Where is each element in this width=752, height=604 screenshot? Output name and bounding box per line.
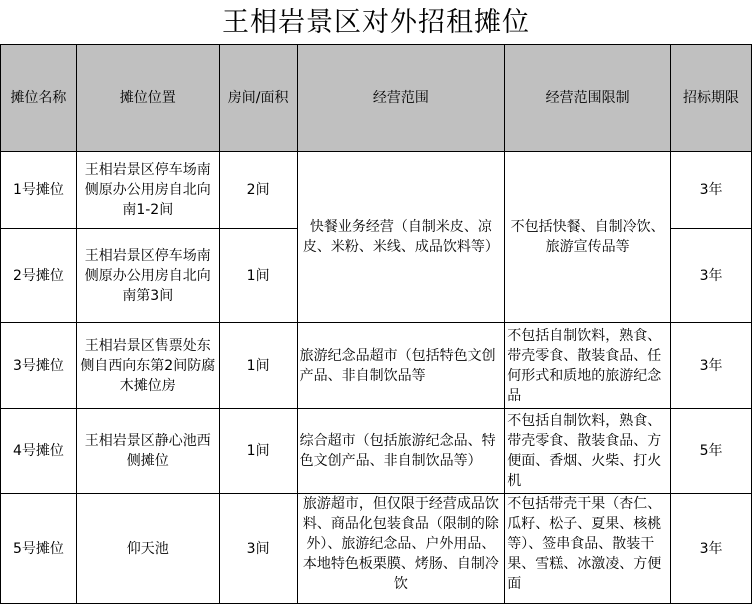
table-row [1, 152, 752, 229]
table-header-row [1, 45, 752, 152]
business-scope-cell: 快餐业务经营（自制米皮、凉皮、米粉、米线、成品饮料等） [297, 152, 505, 323]
room-area-cell: 1间 [219, 229, 297, 323]
scope-limit-cell: 不包括自制饮料，熟食、带壳零食、散装食品、方便面、香烟、火柴、打火机 [505, 409, 671, 494]
page-title: 王相岩景区对外招租摊位 [222, 7, 530, 38]
stall-name-cell: 1号摊位 [1, 152, 77, 229]
stall-location-cell: 王相岩景区静心池西侧摊位 [76, 409, 219, 494]
stall-location-cell: 王相岩景区停车场南侧原办公用房自北向南第3间 [76, 229, 219, 323]
stall-name-cell: 5号摊位 [1, 494, 77, 604]
header-tender-term: 招标期限 [671, 45, 752, 152]
business-scope-cell: 旅游超市，但仅限于经营成品饮料、商品化包装食品（限制的除外）、旅游纪念品、户外用品、本地特色板栗膜、烤肠、自制冷饮 [297, 494, 505, 604]
stall-location-cell: 仰天池 [76, 494, 219, 604]
table-row [1, 323, 752, 409]
table-row [1, 494, 752, 604]
header-business-scope: 经营范围 [297, 45, 505, 152]
table-row [1, 409, 752, 494]
stall-name-cell: 2号摊位 [1, 229, 77, 323]
room-area-cell: 3间 [219, 494, 297, 604]
stall-location-cell: 王相岩景区售票处东侧自西向东第2间防腐木摊位房 [76, 323, 219, 409]
tender-term-cell: 5年 [671, 409, 752, 494]
room-area-cell: 1间 [219, 409, 297, 494]
room-area-cell: 1间 [219, 323, 297, 409]
business-scope-cell: 旅游纪念品超市（包括特色文创产品、非自制饮品等 [297, 323, 505, 409]
header-room-area: 房间/面积 [219, 45, 297, 152]
stall-table [0, 44, 752, 604]
header-scope-limit: 经营范围限制 [505, 45, 671, 152]
stall-location-cell: 王相岩景区停车场南侧原办公用房自北向南1-2间 [76, 152, 219, 229]
stall-name-cell: 4号摊位 [1, 409, 77, 494]
stall-name-cell: 3号摊位 [1, 323, 77, 409]
tender-term-cell: 3年 [671, 229, 752, 323]
business-scope-cell: 综合超市（包括旅游纪念品、特色文创产品、非自制饮品等） [297, 409, 505, 494]
room-area-cell: 2间 [219, 152, 297, 229]
tender-term-cell: 3年 [671, 323, 752, 409]
tender-term-cell: 3年 [671, 152, 752, 229]
scope-limit-cell: 不包括带壳干果（杏仁、瓜籽、松子、夏果、核桃等）、签串食品、散装干果、雪糕、冰激凌、方便面 [505, 494, 671, 604]
scope-limit-cell: 不包括自制饮料，熟食、带壳零食、散装食品、任何形式和质地的旅游纪念品 [505, 323, 671, 409]
header-stall-name: 摊位名称 [1, 45, 77, 152]
scope-limit-cell: 不包括快餐、自制冷饮、旅游宣传品等 [505, 152, 671, 323]
header-stall-location: 摊位位置 [76, 45, 219, 152]
tender-term-cell: 3年 [671, 494, 752, 604]
